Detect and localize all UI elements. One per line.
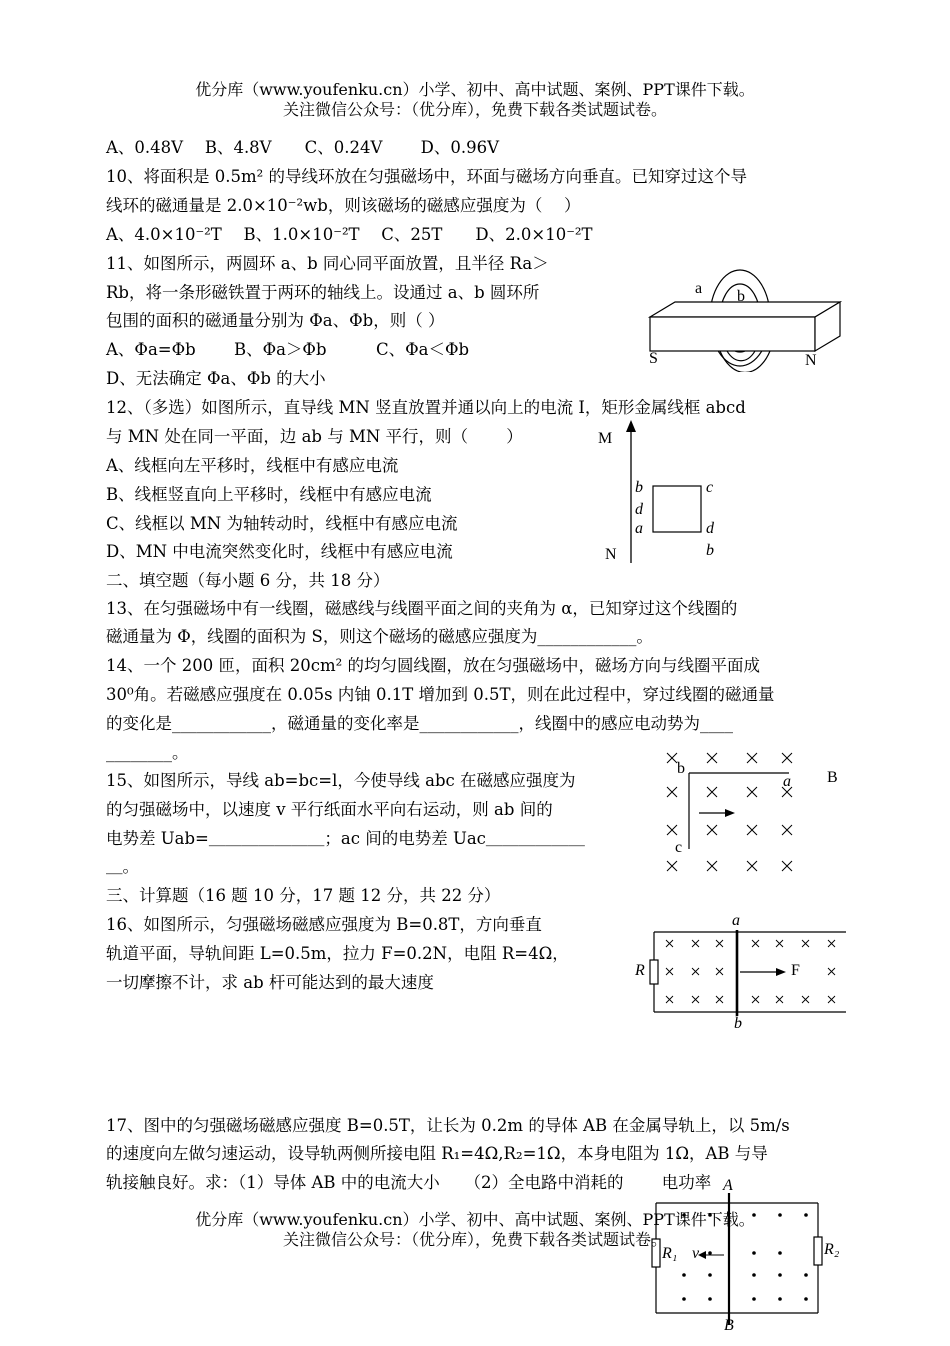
- q13-line-1: 13、在匀强磁场中有一线圈，磁感线与线圈平面之间的夹角为 α，已知穿过这个线圈的: [106, 599, 738, 618]
- q17-label-B: B: [724, 1317, 734, 1334]
- q17-label-A: A: [723, 1177, 733, 1194]
- q15-line-2: 的匀强磁场中，以速度 v 平行纸面水平向右运动，则 ab 间的: [106, 800, 553, 819]
- q11-line-2: Rb，将一条形磁铁置于两环的轴线上。设通过 a、b 圆环所: [106, 283, 540, 302]
- q13-line-2: 磁通量为 Φ，线圈的面积为 S，则这个磁场的磁感应强度为____________。: [106, 627, 653, 646]
- header-line-2: 关注微信公众号：（优分库），免费下载各类试题试卷。: [282, 100, 667, 119]
- q12-label-c: c: [706, 479, 714, 496]
- q11-label-b: b: [737, 288, 745, 305]
- q11-line-3: 包围的面积的磁通量分别为 Φa、Φb，则（ ）: [106, 311, 445, 330]
- q11-label-n: N: [805, 352, 817, 369]
- q12-line-2: 与 MN 处在同一平面，边 ab 与 MN 平行，则（ ）: [106, 427, 523, 446]
- q12-line-1: 12、（多选）如图所示，直导线 MN 竖直放置并通以向上的电流 I，矩形金属线框 abcd: [106, 398, 746, 417]
- q12-option-b: B、线框竖直向上平移时，线框中有感应电流: [106, 485, 432, 504]
- q14-line-2: 30⁰角。若磁感应强度在 0.05s 内铀 0.1T 增加到 0.5T，则在此过程中，穿过线圈的磁通量: [106, 685, 775, 704]
- q17-figure: [650, 1175, 845, 1342]
- q10-line-2: 线环的磁通量是 2.0×10⁻²wb，则该磁场的磁感应强度为（ ）: [106, 196, 581, 215]
- q16-line-2: 轨道平面，导轨间距 L=0.5m，拉力 F=0.2N，电阻 R=4Ω，: [106, 944, 569, 963]
- q16-figure: [630, 912, 848, 1040]
- q15-line-4: ＿。: [106, 857, 139, 876]
- q9-options: A、0.48V B、4.8V C、0.24V D、0.96V: [106, 138, 500, 157]
- q12-label-n: N: [605, 546, 617, 563]
- q11-line-1: 11、如图所示，两圆环 a、b 同心同平面放置，且半径 Ra＞: [106, 254, 549, 273]
- q15-label-a: a: [783, 773, 791, 790]
- q11-option-d: D、无法确定 Φa、Φb 的大小: [106, 369, 326, 388]
- section-3-title: 三、计算题（16 题 10 分，17 题 12 分，共 22 分）: [106, 886, 501, 905]
- q17-line-2: 的速度向左做匀速运动，设导轨两侧所接电阻 R₁=4Ω,R₂=1Ω，本身电阻为 1Ω，AB 与导: [106, 1144, 768, 1163]
- q12-label-d-left: d: [635, 501, 643, 518]
- q17-label-R2: R₂: [824, 1241, 840, 1258]
- q10-options: A、4.0×10⁻²T B、1.0×10⁻²T C、25T D、2.0×10⁻²T: [106, 225, 593, 244]
- two-resistor-rail-diagram: [650, 1175, 845, 1342]
- q16-label-a: a: [732, 912, 740, 929]
- q17-label-R1: R₁: [662, 1245, 678, 1262]
- q16-line-1: 16、如图所示，匀强磁场磁感应强度为 B=0.8T，方向垂直: [106, 915, 542, 934]
- q12-option-d: D、MN 中电流突然变化时，线框中有感应电流: [106, 542, 453, 561]
- footer-line-1: 优分库（www.youfenku.cn）小学、初中、高中试题、案例、PPT课件下载。: [195, 1210, 755, 1229]
- q14-line-3: 的变化是____________，磁通量的变化率是____________，线圈中的感应电动势为____: [106, 714, 733, 733]
- section-2-title: 二、填空题（每小题 6 分，共 18 分）: [106, 571, 390, 590]
- q16-label-b: b: [734, 1015, 742, 1032]
- q15-label-b: b: [677, 760, 685, 777]
- q15-line-3: 电势差 Uab=＿＿＿＿＿＿＿；ac 间的电势差 Uac＿＿＿＿＿＿: [106, 829, 585, 848]
- q15-figure: [655, 745, 845, 875]
- q12-option-a: A、线框向左平移时，线框中有感应电流: [106, 456, 399, 475]
- q11-figure: [645, 262, 845, 372]
- q10-line-1: 10、将面积是 0.5m² 的导线环放在匀强磁场中，环面与磁场方向垂直。已知穿过这个导: [106, 167, 747, 186]
- q14-line-1: 14、一个 200 匝，面积 20cm² 的均匀圆线圈，放在匀强磁场中，磁场方向与线圈平面成: [106, 656, 760, 675]
- q15-label-field-B: B: [827, 769, 838, 786]
- header-line-1: 优分库（www.youfenku.cn）小学、初中、高中试题、案例、PPT课件下载。: [195, 80, 755, 99]
- q11-options: A、Φa=Φb B、Φa＞Φb C、Φa＜Φb: [106, 340, 470, 359]
- q12-label-b-bottom: b: [706, 542, 714, 559]
- q17-label-v: v: [692, 1245, 700, 1262]
- q15-line-1: 15、如图所示，导线 ab=bc=l，今使导线 abc 在磁感应强度为: [106, 771, 576, 790]
- footer-line-2: 关注微信公众号：（优分库），免费下载各类试题试卷。: [282, 1230, 667, 1249]
- q12-label-a: a: [635, 520, 643, 537]
- q17-line-3: 轨接触良好。求：（1）导体 AB 中的电流大小 （2）全电路中消耗的 电功率: [106, 1173, 712, 1192]
- q12-label-d-right: d: [706, 520, 714, 537]
- q11-label-a: a: [695, 280, 703, 297]
- q12-figure: [595, 418, 735, 568]
- q12-label-m: M: [598, 430, 613, 447]
- q17-line-1: 17、图中的匀强磁场磁感应强度 B=0.5T，让长为 0.2m 的导体 AB 在金属导轨上，以 5m/s: [106, 1116, 790, 1135]
- q11-label-s: S: [649, 350, 658, 367]
- q16-label-R: R: [635, 962, 645, 979]
- q12-label-b-top: b: [635, 479, 643, 496]
- q14-line-4: ________。: [106, 743, 189, 762]
- q16-label-F: F: [791, 962, 800, 979]
- q15-label-c: c: [675, 839, 683, 856]
- q16-line-3: 一切摩擦不计，求 ab 杆可能达到的最大速度: [106, 973, 434, 992]
- q12-option-c: C、线框以 MN 为轴转动时，线框中有感应电流: [106, 514, 458, 533]
